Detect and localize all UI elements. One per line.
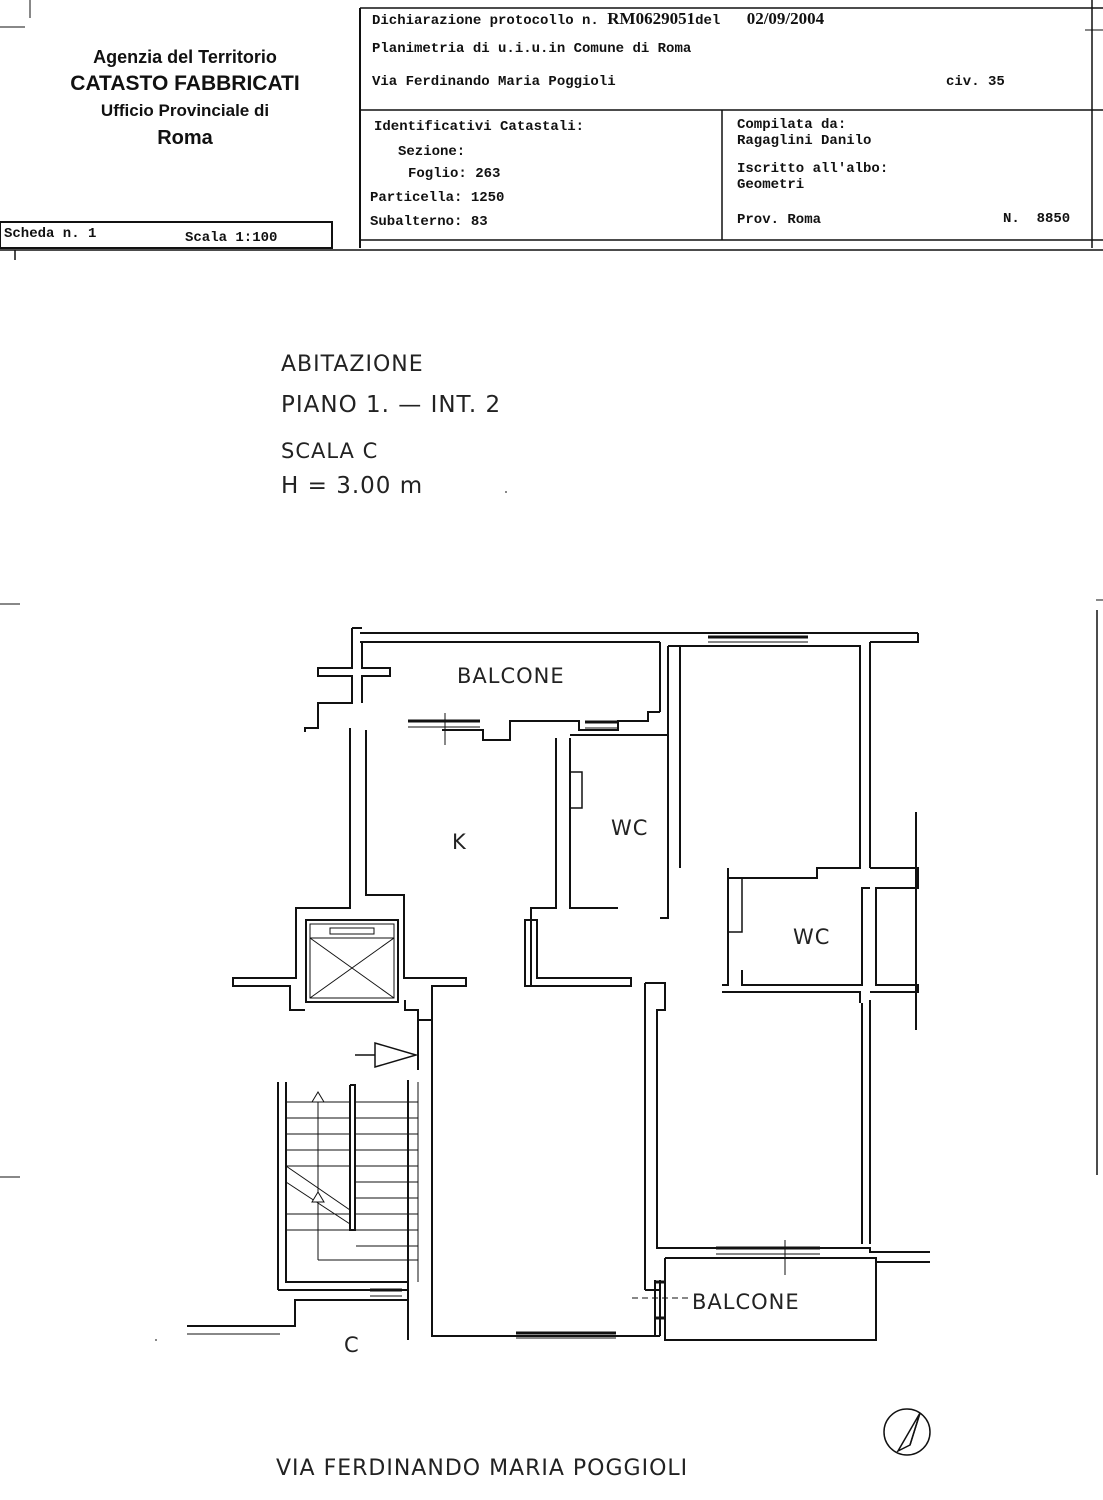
floor-plan [0, 250, 1103, 1500]
unit-floor: PIANO 1. — INT. 2 [281, 392, 502, 418]
declaration-date: 02/09/2004 [746, 9, 825, 28]
identifiers-title: Identificativi Catastali: [374, 119, 585, 135]
address-line: Via Ferdinando Maria Poggioli [372, 74, 616, 90]
label-kitchen: K [452, 830, 467, 854]
scheda-number: Scheda n. 1 [4, 226, 97, 242]
identifier-foglio: Foglio: 263 [408, 166, 501, 182]
north-arrow-icon [880, 1405, 936, 1461]
agency-department: CATASTO FABBRICATI [70, 72, 300, 95]
albo-value: Geometri [737, 177, 805, 193]
unit-stair: SCALA C [281, 439, 379, 463]
albo-label: Iscritto all'albo: [737, 161, 889, 177]
street-name: VIA FERDINANDO MARIA POGGIOLI [276, 1456, 689, 1481]
declaration-line [372, 9, 824, 29]
label-wc-2: WC [793, 925, 831, 949]
label-balcone-bottom: BALCONE [692, 1290, 800, 1314]
entrance-arrow-icon [355, 1043, 416, 1067]
declaration-label: Dichiarazione protocollo n. [372, 13, 599, 29]
agency-city: Roma [157, 127, 213, 149]
label-stair-letter: C [344, 1333, 360, 1357]
agency-block [30, 45, 340, 153]
civic-number: civ. 35 [946, 74, 1005, 90]
compiler-name: Ragaglini Danilo [737, 133, 872, 149]
compiler-province: Prov. Roma [737, 212, 822, 228]
agency-office: Ufficio Provinciale di [100, 101, 270, 120]
protocol-number: RM0629051 [607, 9, 696, 28]
compiler-number: N. 8850 [1003, 211, 1071, 227]
compiler-label: Compilata da: [737, 117, 847, 133]
identifier-subalterno: Subalterno: 83 [370, 214, 488, 230]
elevator-cross-icon [306, 920, 398, 1002]
unit-type: ABITAZIONE [281, 352, 424, 377]
plan-line: Planimetria di u.i.u.in Comune di Roma [372, 41, 692, 57]
label-wc-1: WC [611, 816, 649, 840]
identifier-sezione: Sezione: [398, 144, 466, 160]
label-balcone-top: BALCONE [457, 664, 565, 688]
agency-name: Agenzia del Territorio [93, 47, 277, 67]
drawing-scale: Scala 1:100 [185, 230, 278, 246]
identifier-particella: Particella: 1250 [370, 190, 505, 206]
unit-height: H = 3.00 m [281, 473, 424, 499]
date-label: del [695, 13, 721, 29]
